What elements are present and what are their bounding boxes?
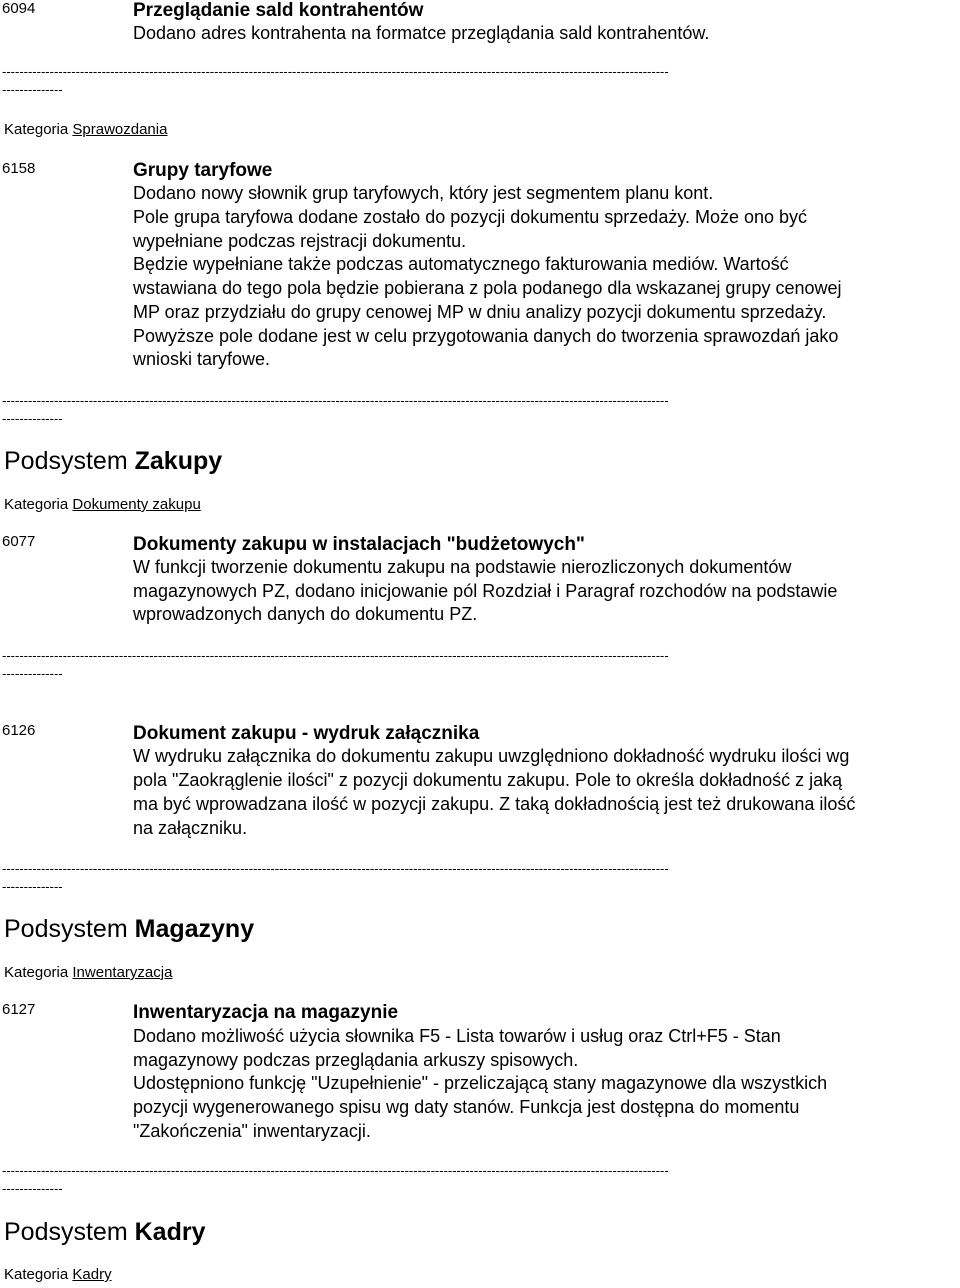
entry-line: Dodano możliwość użycia słownika F5 - Lista towarów i usług oraz Ctrl+F5 - Stan xyxy=(133,1026,781,1046)
entry-line: Udostępniono funkcję "Uzupełnienie" - przeliczającą stany magazynowe dla wszystkich xyxy=(133,1073,828,1093)
subsystem-heading xyxy=(4,1218,206,1247)
subsystem-label: Podsystem xyxy=(4,915,128,943)
category-link-sprawozdania[interactable]: Sprawozdania xyxy=(72,121,168,138)
entry-title: Dokument zakupu - wydruk załącznika xyxy=(133,723,480,744)
category-label: Kategoria xyxy=(4,121,69,138)
subsystem-name: Zakupy xyxy=(134,447,223,475)
entry-id: 6158 xyxy=(2,160,36,177)
separator-line: ---------------------------------------------------------------------------------------------------------------------------------------------------------- xyxy=(2,648,669,663)
entry-line: "Zakończenia" inwentaryzacji. xyxy=(133,1121,371,1141)
separator-line-short: -------------- xyxy=(2,666,63,681)
category-label: Kategoria xyxy=(4,496,69,513)
entry-line: magazynowy podczas przeglądania arkuszy spisowych. xyxy=(133,1050,579,1070)
entry-id: 6077 xyxy=(2,533,36,550)
category-link-dokumenty-zakupu[interactable]: Dokumenty zakupu xyxy=(72,496,201,513)
entry-line: wstawiana do tego pola będzie pobierana z pola podanego dla wskazanej grupy cenowej xyxy=(133,278,842,298)
subsystem-label: Podsystem xyxy=(4,447,128,475)
entry-line: wypełniane podczas rejstracji dokumentu. xyxy=(133,231,467,251)
subsystem-heading xyxy=(4,915,254,944)
subsystem-heading xyxy=(4,447,222,476)
separator-line: ---------------------------------------------------------------------------------------------------------------------------------------------------------- xyxy=(2,64,669,79)
separator-line-short: -------------- xyxy=(2,411,63,426)
entry-id: 6127 xyxy=(2,1001,36,1018)
entry-line: wprowadzonych danych do dokumentu PZ. xyxy=(133,604,478,624)
entry-line: Powyższe pole dodane jest w celu przygotowania danych do tworzenia sprawozdań jako xyxy=(133,326,839,346)
entry-line: magazynowych PZ, dodano inicjowanie pól Rozdział i Paragraf rozchodów na podstawie xyxy=(133,581,838,601)
entry-line: wnioski taryfowe. xyxy=(133,349,271,369)
subsystem-name: Kadry xyxy=(134,1218,206,1246)
entry-line: W funkcji tworzenie dokumentu zakupu na podstawie nierozliczonych dokumentów xyxy=(133,557,792,577)
category-link-kadry[interactable]: Kadry xyxy=(72,1266,112,1283)
entry-line: Będzie wypełniane także podczas automatycznego fakturowania mediów. Wartość xyxy=(133,254,789,274)
separator-line-short: -------------- xyxy=(2,1181,63,1196)
entry-line: W wydruku załącznika do dokumentu zakupu uwzględniono dokładność wydruku ilości wg xyxy=(133,746,850,766)
category-line xyxy=(4,496,201,513)
subsystem-name: Magazyny xyxy=(134,915,255,943)
entry-line: pozycji wygenerowanego spisu wg daty stanów. Funkcja jest dostępna do momentu xyxy=(133,1097,800,1117)
entry-line: MP oraz przydziału do grupy cenowej MP w dniu analizy pozycji dokumentu sprzedaży. xyxy=(133,302,827,322)
entry-line: pola "Zaokrąglenie ilości" z pozycji dokumentu zakupu. Pole to określa dokładność z jaką xyxy=(133,770,843,790)
category-link-inwentaryzacja[interactable]: Inwentaryzacja xyxy=(72,964,173,981)
entry-line: na załączniku. xyxy=(133,818,248,838)
separator-line: ---------------------------------------------------------------------------------------------------------------------------------------------------------- xyxy=(2,1163,669,1178)
category-line xyxy=(4,121,167,138)
entry-line: Dodano adres kontrahenta na formatce przeglądania sald kontrahentów. xyxy=(133,23,710,43)
entry-title: Dokumenty zakupu w instalacjach "budżetowych" xyxy=(133,534,585,555)
separator-line: ---------------------------------------------------------------------------------------------------------------------------------------------------------- xyxy=(2,861,669,876)
separator-line-short: -------------- xyxy=(2,82,63,97)
separator-line: ---------------------------------------------------------------------------------------------------------------------------------------------------------- xyxy=(2,393,669,408)
entry-line: Dodano nowy słownik grup taryfowych, który jest segmentem planu kont. xyxy=(133,183,714,203)
entry-line: Pole grupa taryfowa dodane zostało do pozycji dokumentu sprzedaży. Może ono być xyxy=(133,207,808,227)
separator-line-short: -------------- xyxy=(2,879,63,894)
entry-title: Grupy taryfowe xyxy=(133,160,273,181)
entry-title: Inwentaryzacja na magazynie xyxy=(133,1002,399,1023)
category-label: Kategoria xyxy=(4,1266,69,1283)
subsystem-label: Podsystem xyxy=(4,1218,128,1246)
entry-id: 6094 xyxy=(2,0,36,17)
entry-id: 6126 xyxy=(2,722,36,739)
category-line xyxy=(4,1266,112,1283)
entry-line: ma być wprowadzana ilość w pozycji zakupu. Z taką dokładnością jest też drukowana ilość xyxy=(133,794,856,814)
entry-title: Przeglądanie sald kontrahentów xyxy=(133,0,424,21)
category-label: Kategoria xyxy=(4,964,69,981)
category-line xyxy=(4,964,172,981)
